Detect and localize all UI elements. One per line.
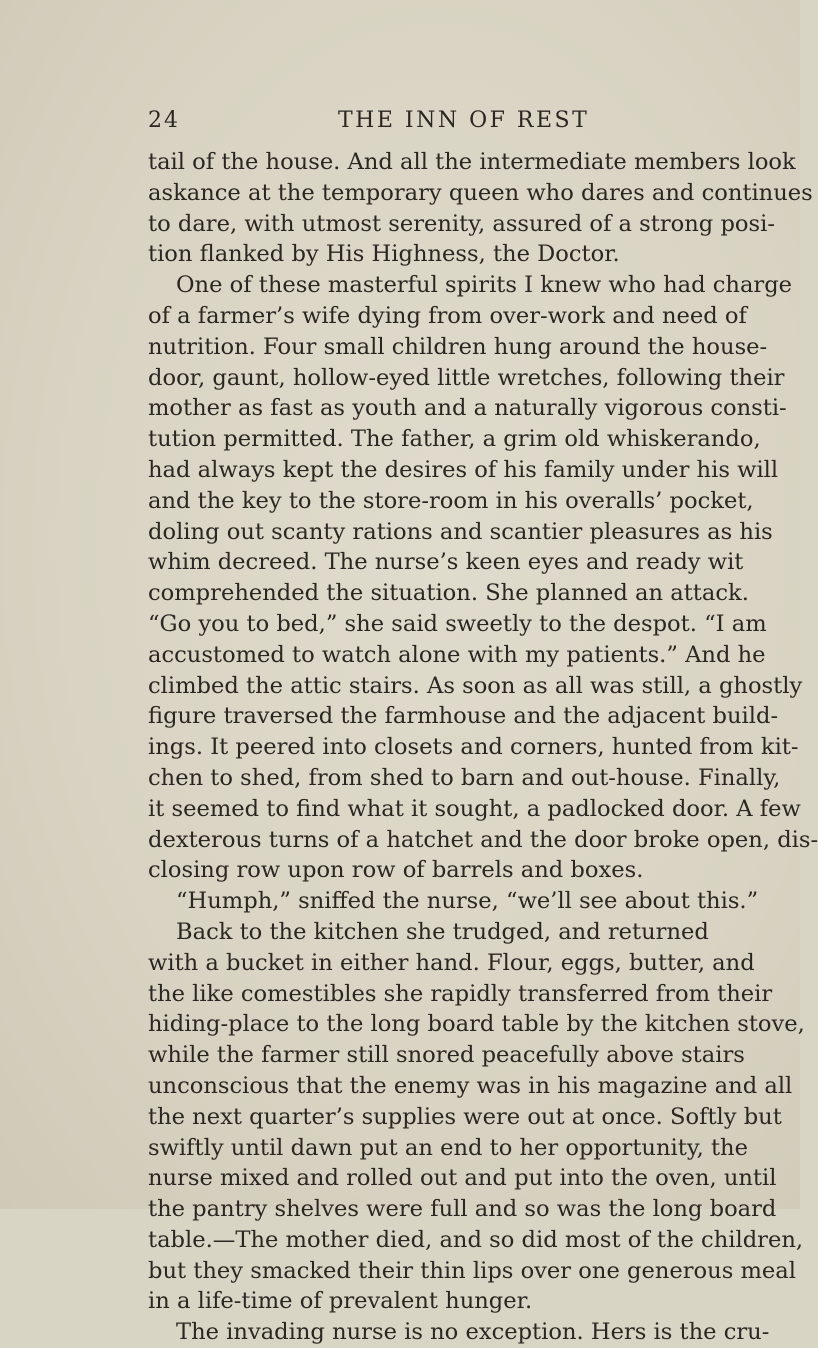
text-line: “Go you to bed,” she said sweetly to the despot. “I am — [148, 610, 767, 637]
text-line: chen to shed, from shed to barn and out-house. Finally, — [148, 764, 781, 791]
text-line: tail of the house. And all the intermediate members look — [148, 149, 796, 175]
text-line: dexterous turns of a hatchet and the door broke open, dis- — [148, 826, 818, 853]
running-head — [148, 108, 678, 138]
text-line: doling out scanty rations and scantier pleasures as his — [148, 518, 773, 545]
text-line: while the farmer still snored peacefully above stairs — [148, 1042, 745, 1069]
page-number: 24 — [148, 108, 180, 133]
text-line: unconscious that the enemy was in his magazine and all — [148, 1072, 793, 1099]
text-line: to dare, with utmost serenity, assured of a strong posi- — [148, 210, 775, 237]
text-line: One of these masterful spirits I knew who had charge — [176, 272, 793, 299]
text-line: the like comestibles she rapidly transferred from their — [148, 980, 773, 1007]
text-line: hiding-place to the long board table by the kitchen stove, — [148, 1011, 805, 1038]
text-line: nurse mixed and rolled out and put into the oven, until — [148, 1165, 777, 1192]
text-line: but they smacked their thin lips over one generous meal — [148, 1257, 796, 1284]
text-line: ings. It peered into closets and corners, hunted from kit- — [148, 734, 799, 761]
text-line: mother as fast as youth and a naturally vigorous consti- — [148, 395, 787, 422]
book-title: THE INN OF REST — [338, 108, 590, 133]
text-line: comprehended the situation. She planned an attack. — [148, 580, 749, 607]
text-line: figure traversed the farmhouse and the adjacent build- — [148, 703, 779, 730]
text-line: it seemed to find what it sought, a padlocked door. A few — [148, 795, 801, 822]
text-line: swiftly until dawn put an end to her opportunity, the — [148, 1134, 748, 1161]
text-line: table.—The mother died, and so did most of the children, — [148, 1226, 804, 1253]
text-line: door, gaunt, hollow-eyed little wretches, following their — [148, 364, 785, 391]
text-line: had always kept the desires of his family under his will — [148, 456, 779, 483]
text-line: The invading nurse is no exception. Hers is the cru- — [176, 1319, 770, 1346]
text-line: the next quarter’s supplies were out at once. Softly but — [148, 1103, 782, 1130]
text-line: the pantry shelves were full and so was the long board — [148, 1196, 777, 1223]
text-line: tion flanked by His Highness, the Doctor. — [148, 241, 620, 268]
text-line: accustomed to watch alone with my patients.” And he — [148, 641, 766, 668]
text-line: nutrition. Four small children hung around the house- — [148, 333, 768, 360]
text-line: askance at the temporary queen who dares and continues — [148, 179, 813, 206]
text-line: of a farmer’s wife dying from over-work and need of — [148, 302, 747, 329]
text-line: closing row upon row of barrels and boxes. — [148, 857, 644, 884]
text-line: climbed the attic stairs. As soon as all was still, a ghostly — [148, 672, 803, 699]
text-line: in a life-time of prevalent hunger. — [148, 1288, 533, 1315]
text-line: whim decreed. The nurse’s keen eyes and ready wit — [148, 549, 744, 576]
body-text — [148, 147, 818, 1348]
text-line: with a bucket in either hand. Flour, eggs, butter, and — [148, 949, 755, 976]
text-line: and the key to the store-room in his overalls’ pocket, — [148, 487, 754, 514]
text-line: tution permitted. The father, a grim old whiskerando, — [148, 426, 761, 453]
text-line: Back to the kitchen she trudged, and returned — [176, 918, 709, 945]
text-line: “Humph,” sniffed the nurse, “we’ll see about this.” — [176, 888, 759, 915]
